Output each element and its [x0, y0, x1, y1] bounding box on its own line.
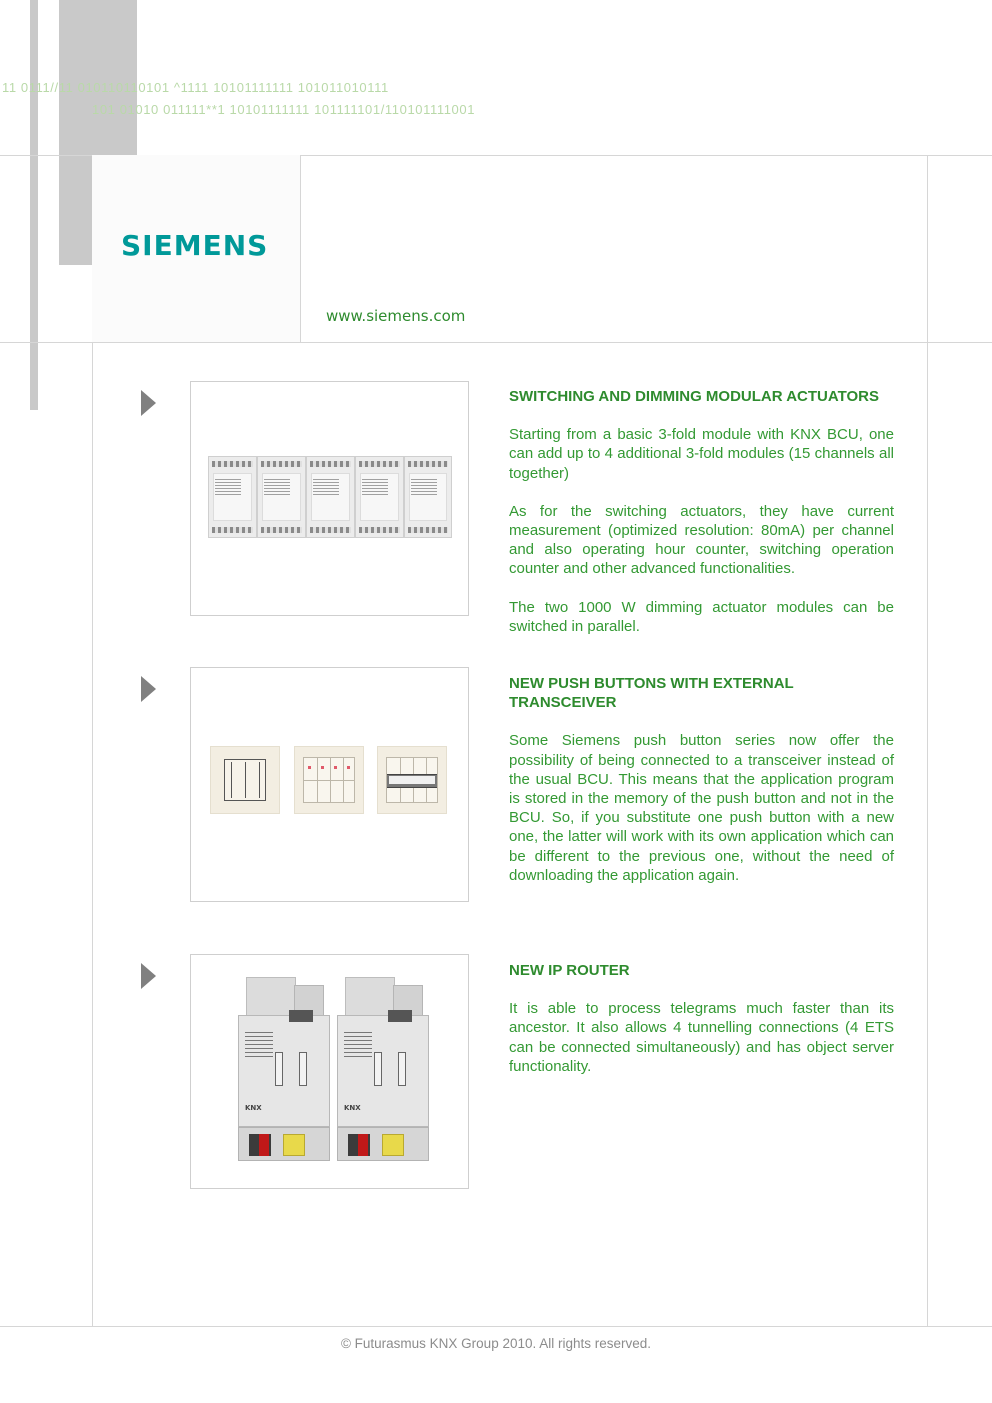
ip-router-device	[238, 977, 330, 1161]
push-button-2-rocker	[210, 746, 280, 814]
actuator-module	[355, 456, 404, 538]
divider-right	[927, 155, 928, 1326]
decorative-vertical-bar	[30, 0, 38, 410]
knx-label: KNX	[344, 1104, 361, 1112]
section-paragraph: The two 1000 W dimming actuator modules can be switched in parallel.	[509, 598, 894, 635]
push-buttons-image	[190, 667, 469, 902]
divider-logo	[300, 155, 301, 342]
section-paragraph: It is able to process telegrams much faster than its ancestor. It also allows 4 tunnelling connections (4 ETS can be connected simultaneously) and has object server functionality.	[509, 1000, 894, 1075]
section-push-buttons	[509, 674, 894, 904]
section-paragraph: Some Siemens push button series now offer the possibility of being connected to a transceiver instead of the usual BCU. This means that the application program is stored in the memory of the push button and not in the BCU. So, if you substitute one push button with a new one, the latter will work with its own application which can be different to the previous one, without the need of downloading the application again.	[509, 732, 894, 884]
section-ip-router	[509, 961, 894, 1095]
section-switching-dimming	[509, 387, 894, 655]
push-button-4-rocker-display	[377, 746, 447, 814]
actuator-modules-illustration	[208, 456, 452, 538]
section-heading: NEW IP ROUTER	[509, 962, 630, 979]
section-arrow-icon	[141, 390, 156, 416]
divider-footer	[0, 1326, 992, 1327]
push-button-4-rocker-led	[294, 746, 364, 814]
actuator-module	[306, 456, 355, 538]
divider-header-bottom	[0, 342, 992, 343]
actuator-image	[190, 381, 469, 616]
section-heading: NEW PUSH BUTTONS WITH EXTERNAL TRANSCEIVER	[509, 675, 794, 712]
binary-decoration-line-2: 101 01010 011111**1 10101111111 101111101/110101111001	[92, 102, 476, 117]
actuator-module	[404, 456, 452, 538]
actuator-module	[257, 456, 306, 538]
actuator-module	[208, 456, 257, 538]
website-link[interactable]: www.siemens.com	[326, 307, 466, 325]
knx-label: KNX	[245, 1104, 262, 1112]
siemens-logo: SIEMENS	[121, 229, 269, 262]
section-heading: SWITCHING AND DIMMING MODULAR ACTUATORS	[509, 388, 879, 405]
footer-copyright: © Futurasmus KNX Group 2010. All rights reserved.	[340, 1336, 652, 1351]
binary-decoration-line-1: 11 0111//11 010110110101 ^1111 10101111111 101011010111	[2, 80, 389, 95]
ip-router-device	[337, 977, 429, 1161]
section-paragraph: As for the switching actuators, they have current measurement (optimized resolution: 80mA) per channel and also operating hour counter, switching operation counter and other advanced functionalities.	[509, 502, 894, 578]
section-paragraph: Starting from a basic 3-fold module with KNX BCU, one can add up to 4 additional 3-fold modules (15 channels all together)	[509, 426, 894, 482]
section-arrow-icon	[141, 963, 156, 989]
ip-router-image	[190, 954, 469, 1189]
section-arrow-icon	[141, 676, 156, 702]
